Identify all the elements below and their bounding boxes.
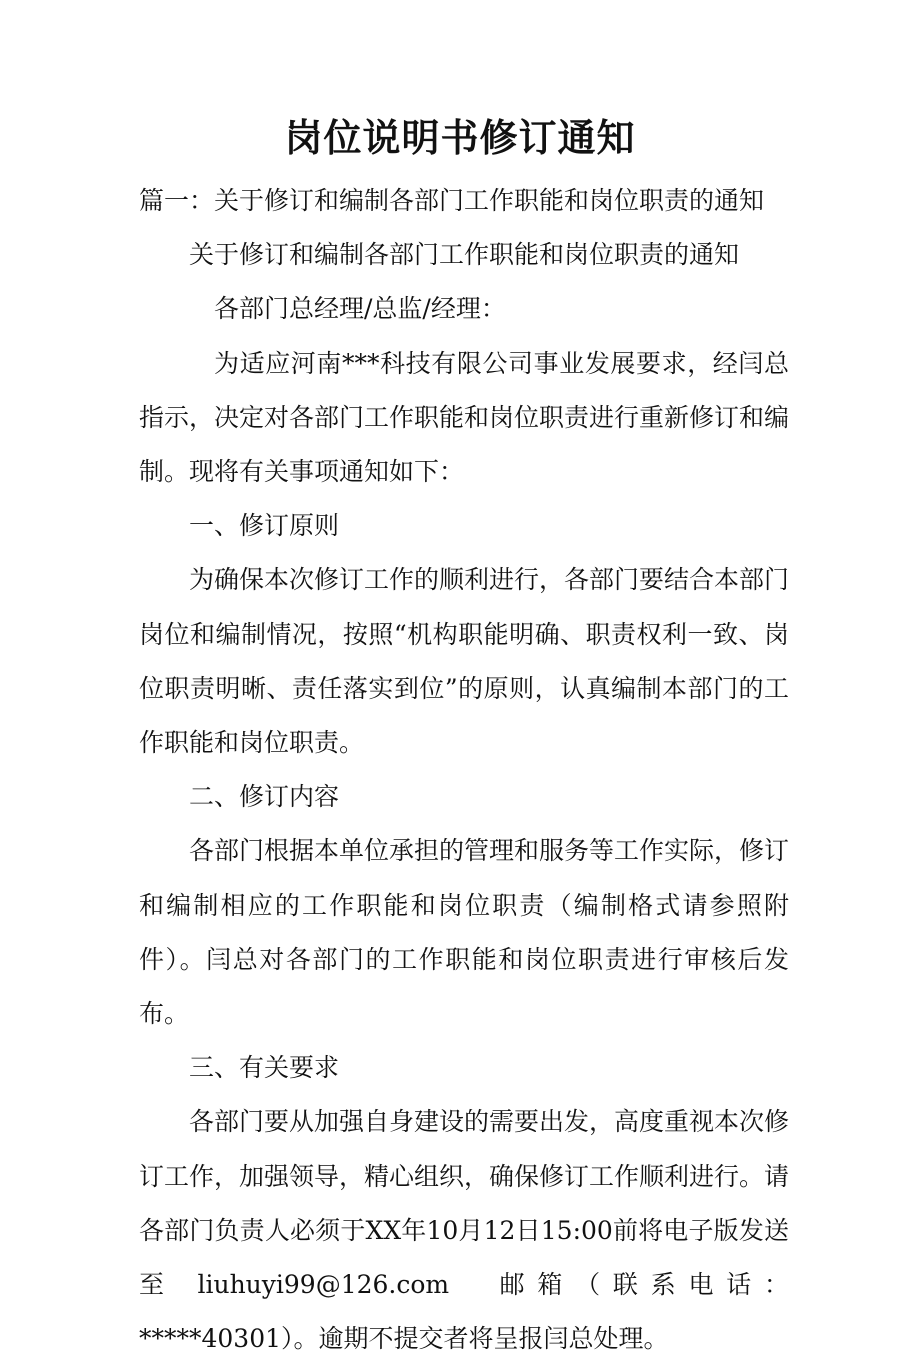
intro-paragraph: 为适应河南***科技有限公司事业发展要求，经闫总指示，决定对各部门工作职能和岗位职责进行重新修订和编制。现将有关事项通知如下：	[139, 348, 790, 487]
principles-paragraph: 为确保本次修订工作的顺利进行，各部门要结合本部门岗位和编制情况，按照“机构职能明确、职责权利一致、岗位职责明晰、责任落实到位”的原则，认真编制本部门的工作职能和岗位职责。	[139, 565, 790, 758]
notice-subtitle: 关于修订和编制各部门工作职能和岗位职责的通知	[189, 240, 740, 270]
document-body	[139, 174, 789, 1366]
requirements-paragraph: 各部门要从加强自身建设的需要出发，高度重视本次修订工作，加强领导，精心组织，确保修订工作顺利进行。请各部门负责人必须于XX年10月12日15:00前将电子版发送至 liuhuyi99@126.com 邮箱（联系电话：*****40301）。逾期不提交者将呈报闫总处理。	[139, 1107, 790, 1354]
article-heading: 篇一：关于修订和编制各部门工作职能和岗位职责的通知	[139, 186, 765, 215]
section-heading-principles: 一、修订原则	[189, 511, 340, 541]
salutation: 各部门总经理/总监/经理：	[214, 294, 506, 324]
section-heading-content: 二、修订内容	[189, 782, 340, 812]
document-title: 岗位说明书修订通知	[284, 115, 636, 160]
section-heading-requirements: 三、有关要求	[189, 1053, 340, 1083]
content-paragraph: 各部门根据本单位承担的管理和服务等工作实际，修订和编制相应的工作职能和岗位职责（编制格式请参照附件）。闫总对各部门的工作职能和岗位职责进行审核后发布。	[139, 836, 790, 1029]
